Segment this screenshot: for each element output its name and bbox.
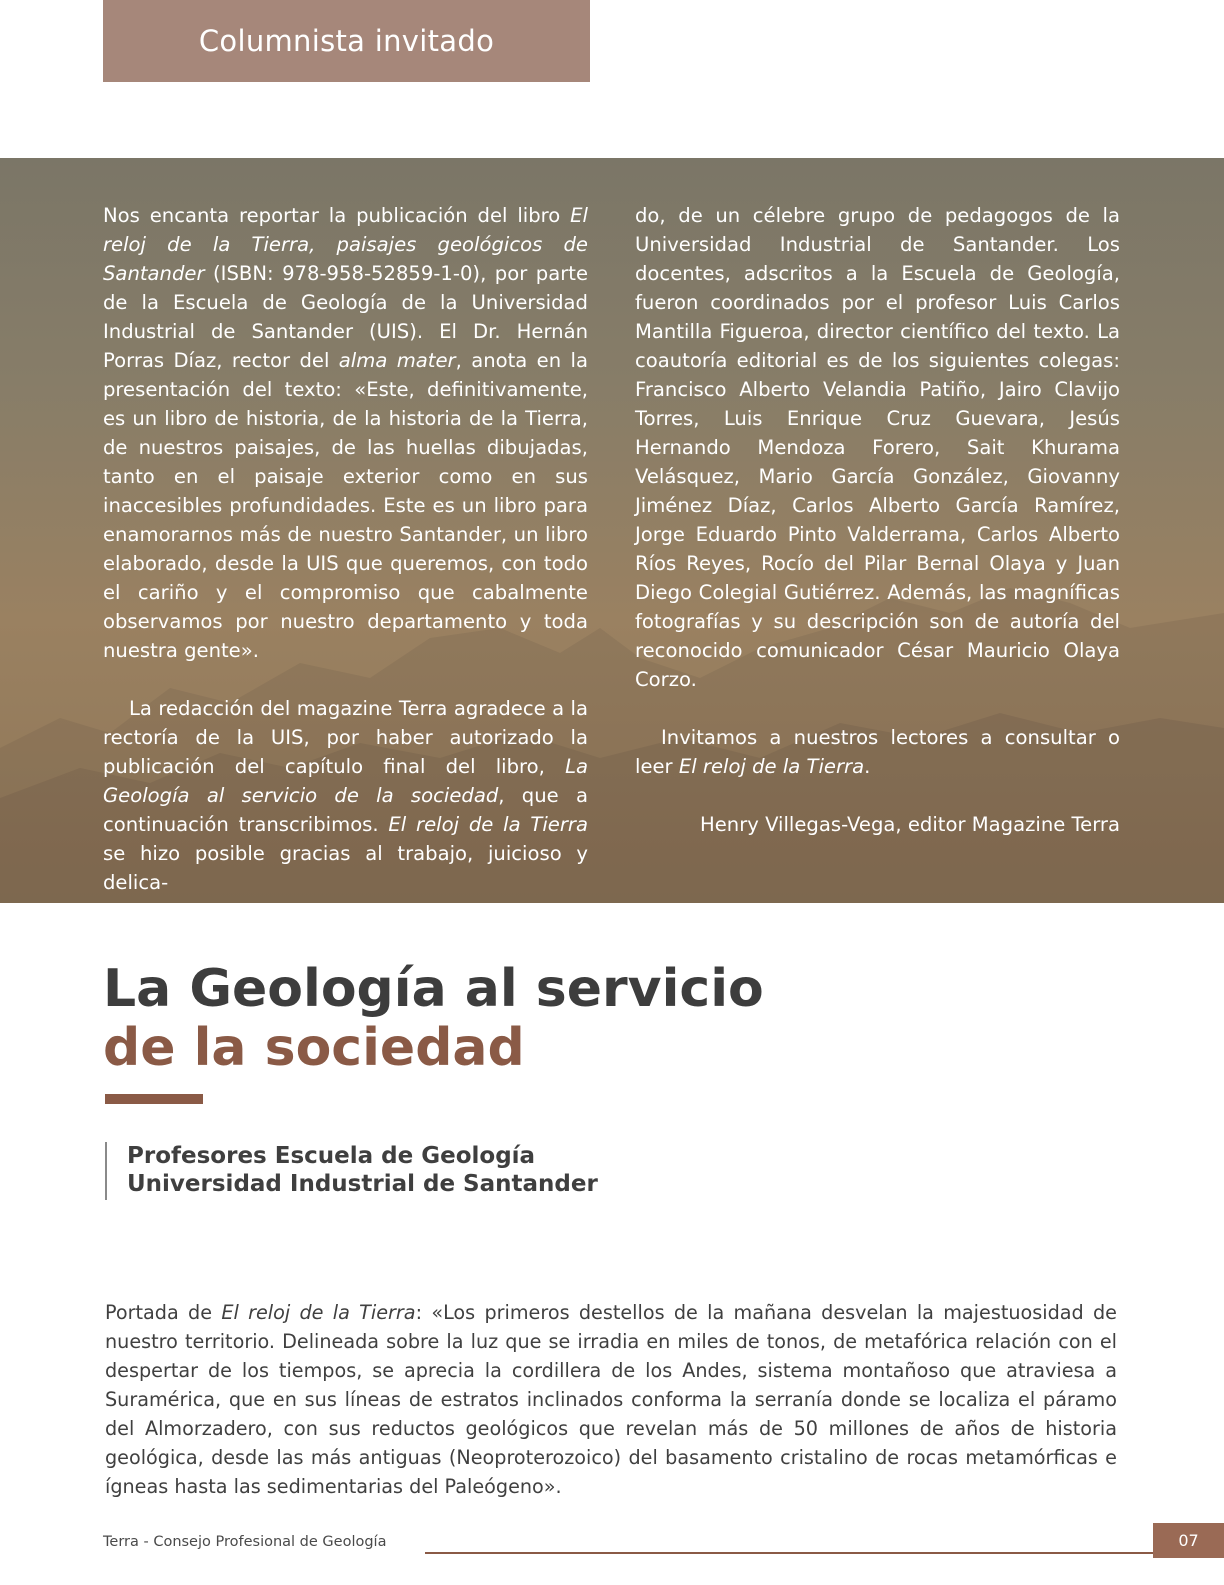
page-number: 07 <box>1153 1523 1224 1558</box>
article-title-line1: La Geología al servicio <box>103 959 764 1019</box>
text-run: . <box>864 755 871 778</box>
text-run: , que a continuación transcribimos. <box>103 784 588 836</box>
italic-run: El reloj de la Tierra <box>678 755 865 778</box>
section-tag: Columnista invitado <box>103 0 590 82</box>
text-run: Nos encanta reportar la publicación del libro <box>103 204 571 227</box>
italic-run: La Geología al servicio de la sociedad <box>103 755 588 807</box>
article-title <box>103 960 764 1078</box>
title-underline <box>105 1094 203 1104</box>
intro-paragraph <box>103 694 588 897</box>
footer-divider <box>425 1552 1155 1554</box>
text-run: Portada de <box>105 1301 222 1324</box>
article-title-line2: de la sociedad <box>103 1018 525 1078</box>
text-run: se hizo posible gracias al trabajo, juicioso y delica- <box>103 842 588 894</box>
text-run: : «Los primeros destellos de la mañana desvelan la majestuosidad de nuestro territorio. Delineada sobre la luz que se irradia en miles de tonos, de metafórica relación con el despertar de los tiempos, se aprecia la cordillera de los Andes, sistema montañoso que atraviesa a Suramérica, que en sus líneas de estratos inclinados conforma la serranía donde se localiza el páramo del Almorzadero, con sus reductos geológicos que revelan más de 50 millones de años de historia geológica, desde las más antiguas (Neoproterozoico) del basamento cristalino de rocas metamórficas e ígneas hasta las sedimentarias del Paleógeno». <box>105 1301 1117 1498</box>
authors-block <box>105 1142 598 1200</box>
intro-column-left <box>103 201 588 897</box>
italic-run: alma mater <box>338 349 456 372</box>
text-run: , anota en la presentación del texto: «Este, definitivamente, es un libro de historia, de la historia de la Tierra, de nuestros paisajes, de las huellas dibujadas, tanto en el paisaje exterior como en sus inaccesibles profundidades. Este es un libro para enamorarnos más de nuestro Santander, un libro elaborado, desde la UIS que queremos, con todo el cariño y el compromiso que cabalmente observamos por nuestro departamento y toda nuestra gente». <box>103 349 588 662</box>
italic-run: El reloj de la Tierra <box>388 813 588 836</box>
body-paragraph <box>105 1298 1117 1501</box>
intro-band <box>0 158 1224 903</box>
intro-paragraph <box>635 201 1120 694</box>
intro-paragraph <box>103 201 588 665</box>
editor-signature: Henry Villegas-Vega, editor Magazine Terra <box>699 813 1120 836</box>
intro-column-right <box>635 201 1120 839</box>
text-run: (ISBN: 978-958-52859-1-0), por parte de la Escuela de Geología de la Universidad Industrial de Santander (UIS). El Dr. Hernán Porras Díaz, rector del <box>103 262 588 372</box>
authors-line: Profesores Escuela de Geología <box>127 1143 536 1169</box>
text-run: La redacción del magazine Terra agradece a la rectoría de la UIS, por haber autorizado la publicación del capítulo final del libro, <box>103 697 588 778</box>
text-run: Invitamos a nuestros lectores a consultar o leer <box>635 726 1120 778</box>
intro-paragraph <box>635 723 1120 781</box>
italic-run: El reloj de la Tierra <box>221 1301 416 1324</box>
footer-publication: Terra - Consejo Profesional de Geología <box>103 1534 387 1550</box>
italic-run: El reloj de la Tierra, paisajes geológicos de Santander <box>103 204 588 285</box>
authors-line: Universidad Industrial de Santander <box>127 1171 598 1197</box>
text-run: do, de un célebre grupo de pedagogos de la Universidad Industrial de Santander. Los docentes, adscritos a la Escuela de Geología, fueron coordinados por el profesor Luis Carlos Mantilla Figueroa, director científico del texto. La coautoría editorial es de los siguientes colegas: Francisco Alberto Velandia Patiño, Jairo Clavijo Torres, Luis Enrique Cruz Guevara, Jesús Hernando Mendoza Forero, Sait Khurama Velásquez, Mario García González, Giovanny Jiménez Díaz, Carlos Alberto García Ramírez, Jorge Eduardo Pinto Valderrama, Carlos Alberto Ríos Reyes, Rocío del Pilar Bernal Olaya y Juan Diego Colegial Gutiérrez. Además, las magníficas fotografías y su descripción son de autoría del reconocido comunicador César Mauricio Olaya Corzo. <box>635 204 1120 691</box>
